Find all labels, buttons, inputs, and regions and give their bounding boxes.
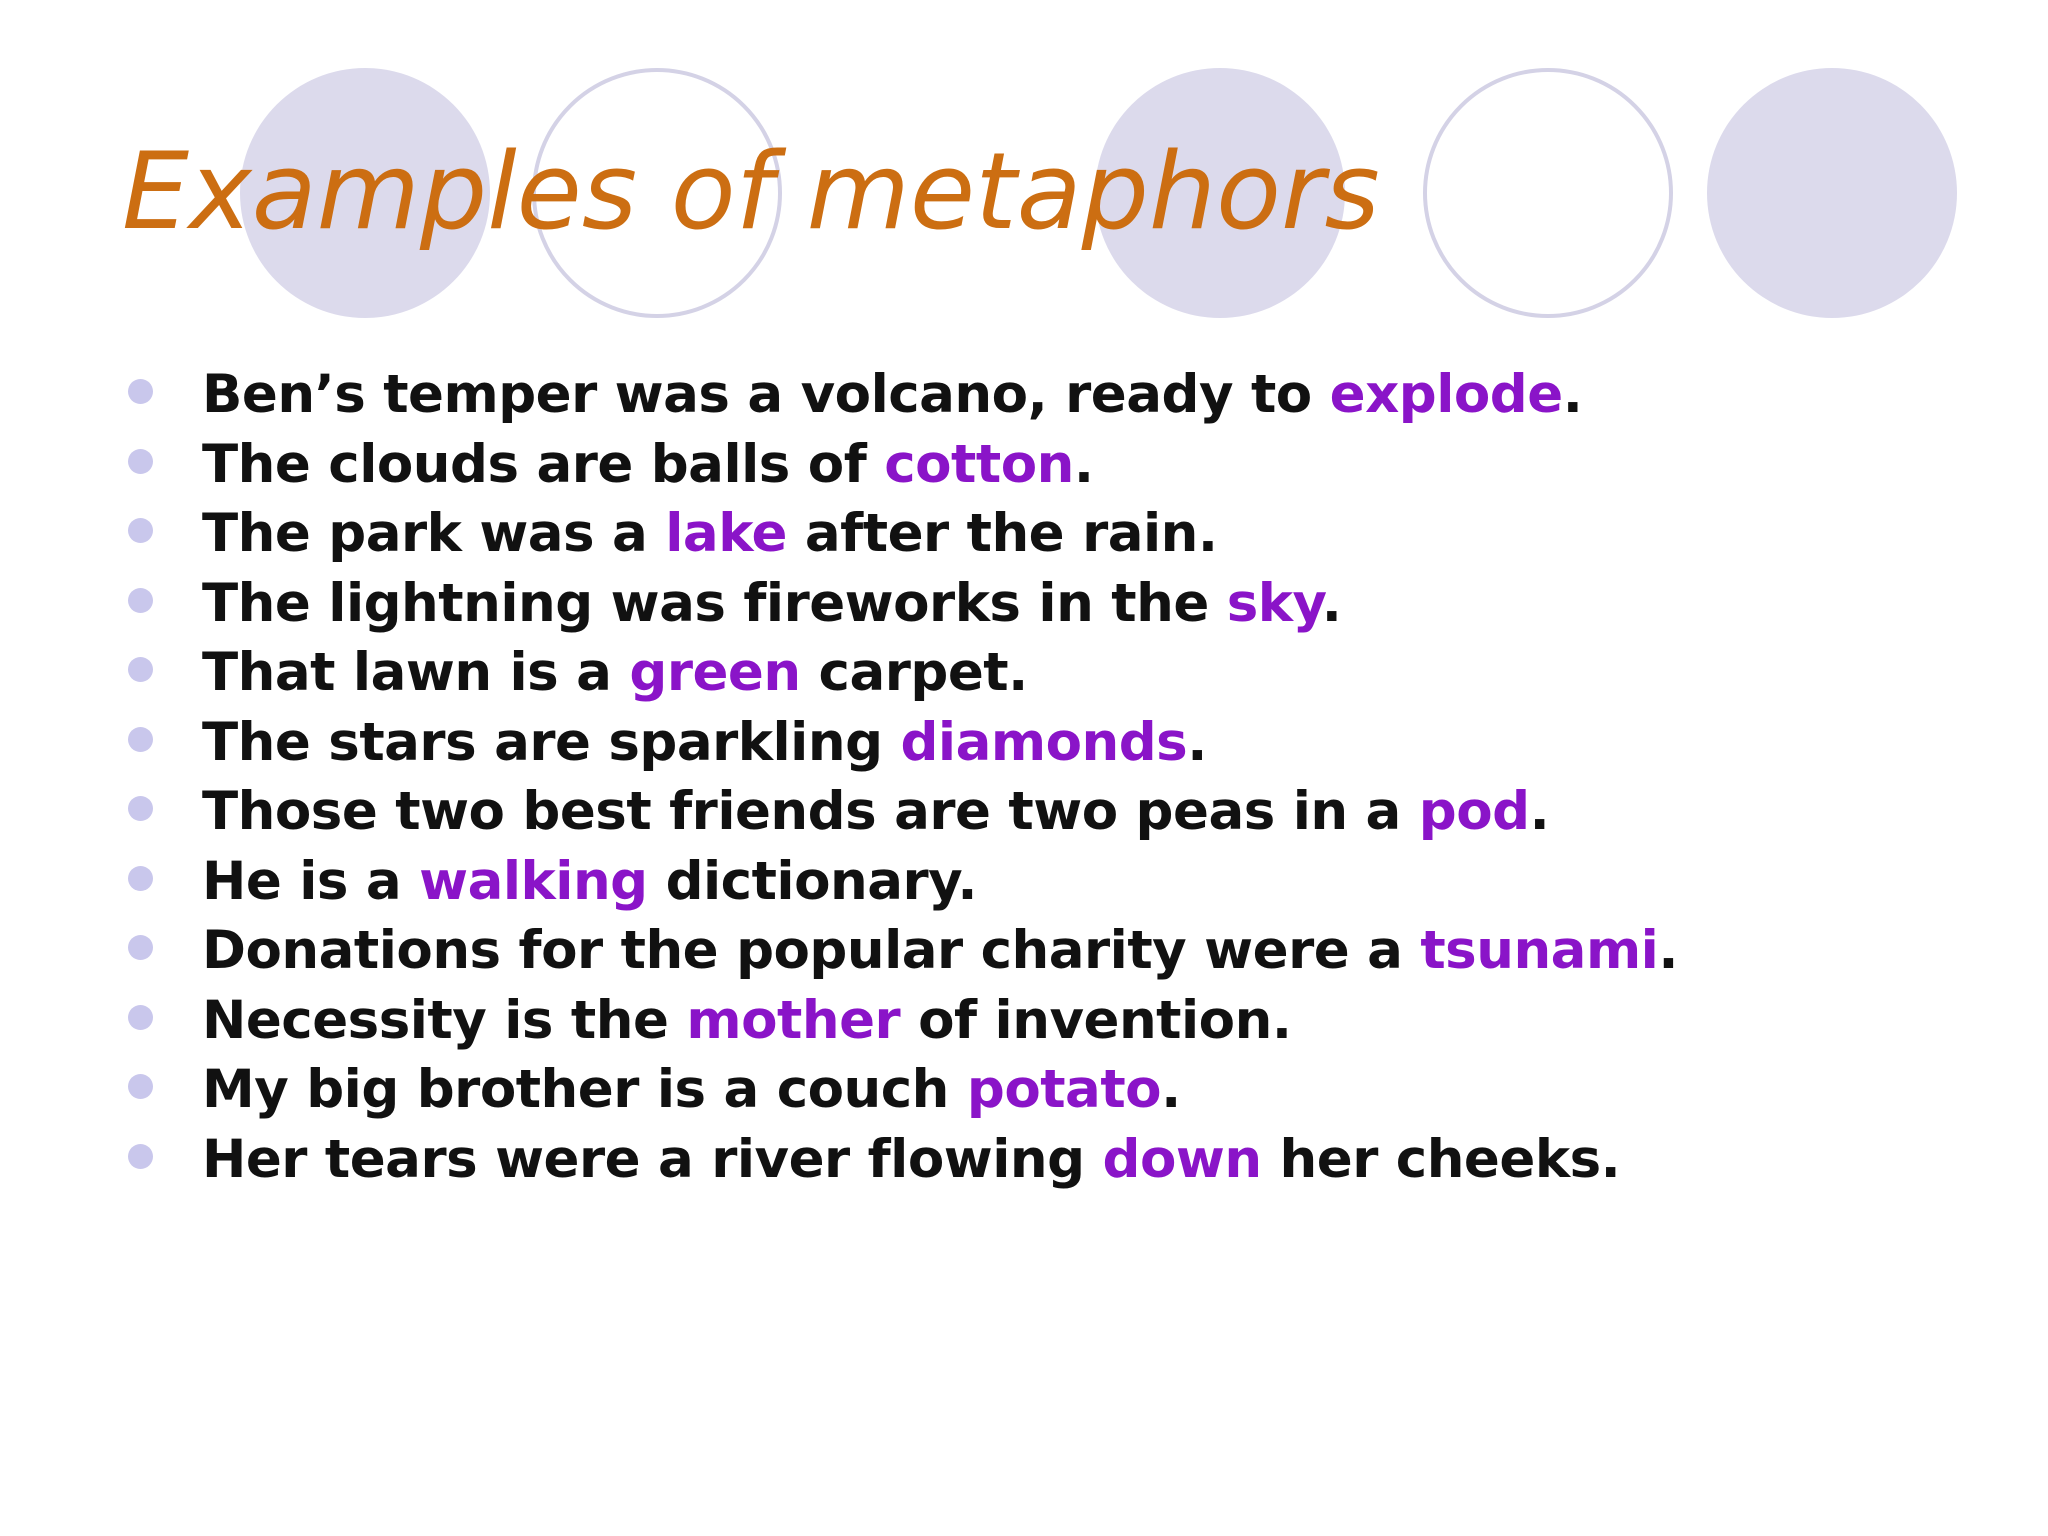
list-item: The lightning was fireworks in the sky. xyxy=(128,569,1678,639)
list-item: Her tears were a river flowing down her cheeks. xyxy=(128,1125,1678,1195)
metaphor-list xyxy=(128,360,1678,1194)
decorative-circle-outline-2 xyxy=(1423,68,1673,318)
bullet-icon xyxy=(128,796,153,821)
bullet-icon xyxy=(128,1005,153,1030)
bullet-icon xyxy=(128,1074,153,1099)
list-item: The stars are sparkling diamonds. xyxy=(128,708,1678,778)
list-item: Ben’s temper was a volcano, ready to explode. xyxy=(128,360,1678,430)
list-item: The clouds are balls of cotton. xyxy=(128,430,1678,500)
list-item: He is a walking dictionary. xyxy=(128,847,1678,917)
slide-title: Examples of metaphors xyxy=(122,130,1380,253)
bullet-icon xyxy=(128,866,153,891)
bullet-icon xyxy=(128,518,153,543)
list-item: Necessity is the mother of invention. xyxy=(128,986,1678,1056)
decorative-circle-filled-3 xyxy=(1707,68,1957,318)
bullet-icon xyxy=(128,449,153,474)
list-item: Donations for the popular charity were a tsunami. xyxy=(128,916,1678,986)
list-item: Those two best friends are two peas in a pod. xyxy=(128,777,1678,847)
bullet-icon xyxy=(128,588,153,613)
bullet-icon xyxy=(128,727,153,752)
list-item: That lawn is a green carpet. xyxy=(128,638,1678,708)
bullet-icon xyxy=(128,935,153,960)
list-item: The park was a lake after the rain. xyxy=(128,499,1678,569)
bullet-icon xyxy=(128,657,153,682)
bullet-icon xyxy=(128,379,153,404)
bullet-icon xyxy=(128,1144,153,1169)
list-item: My big brother is a couch potato. xyxy=(128,1055,1678,1125)
